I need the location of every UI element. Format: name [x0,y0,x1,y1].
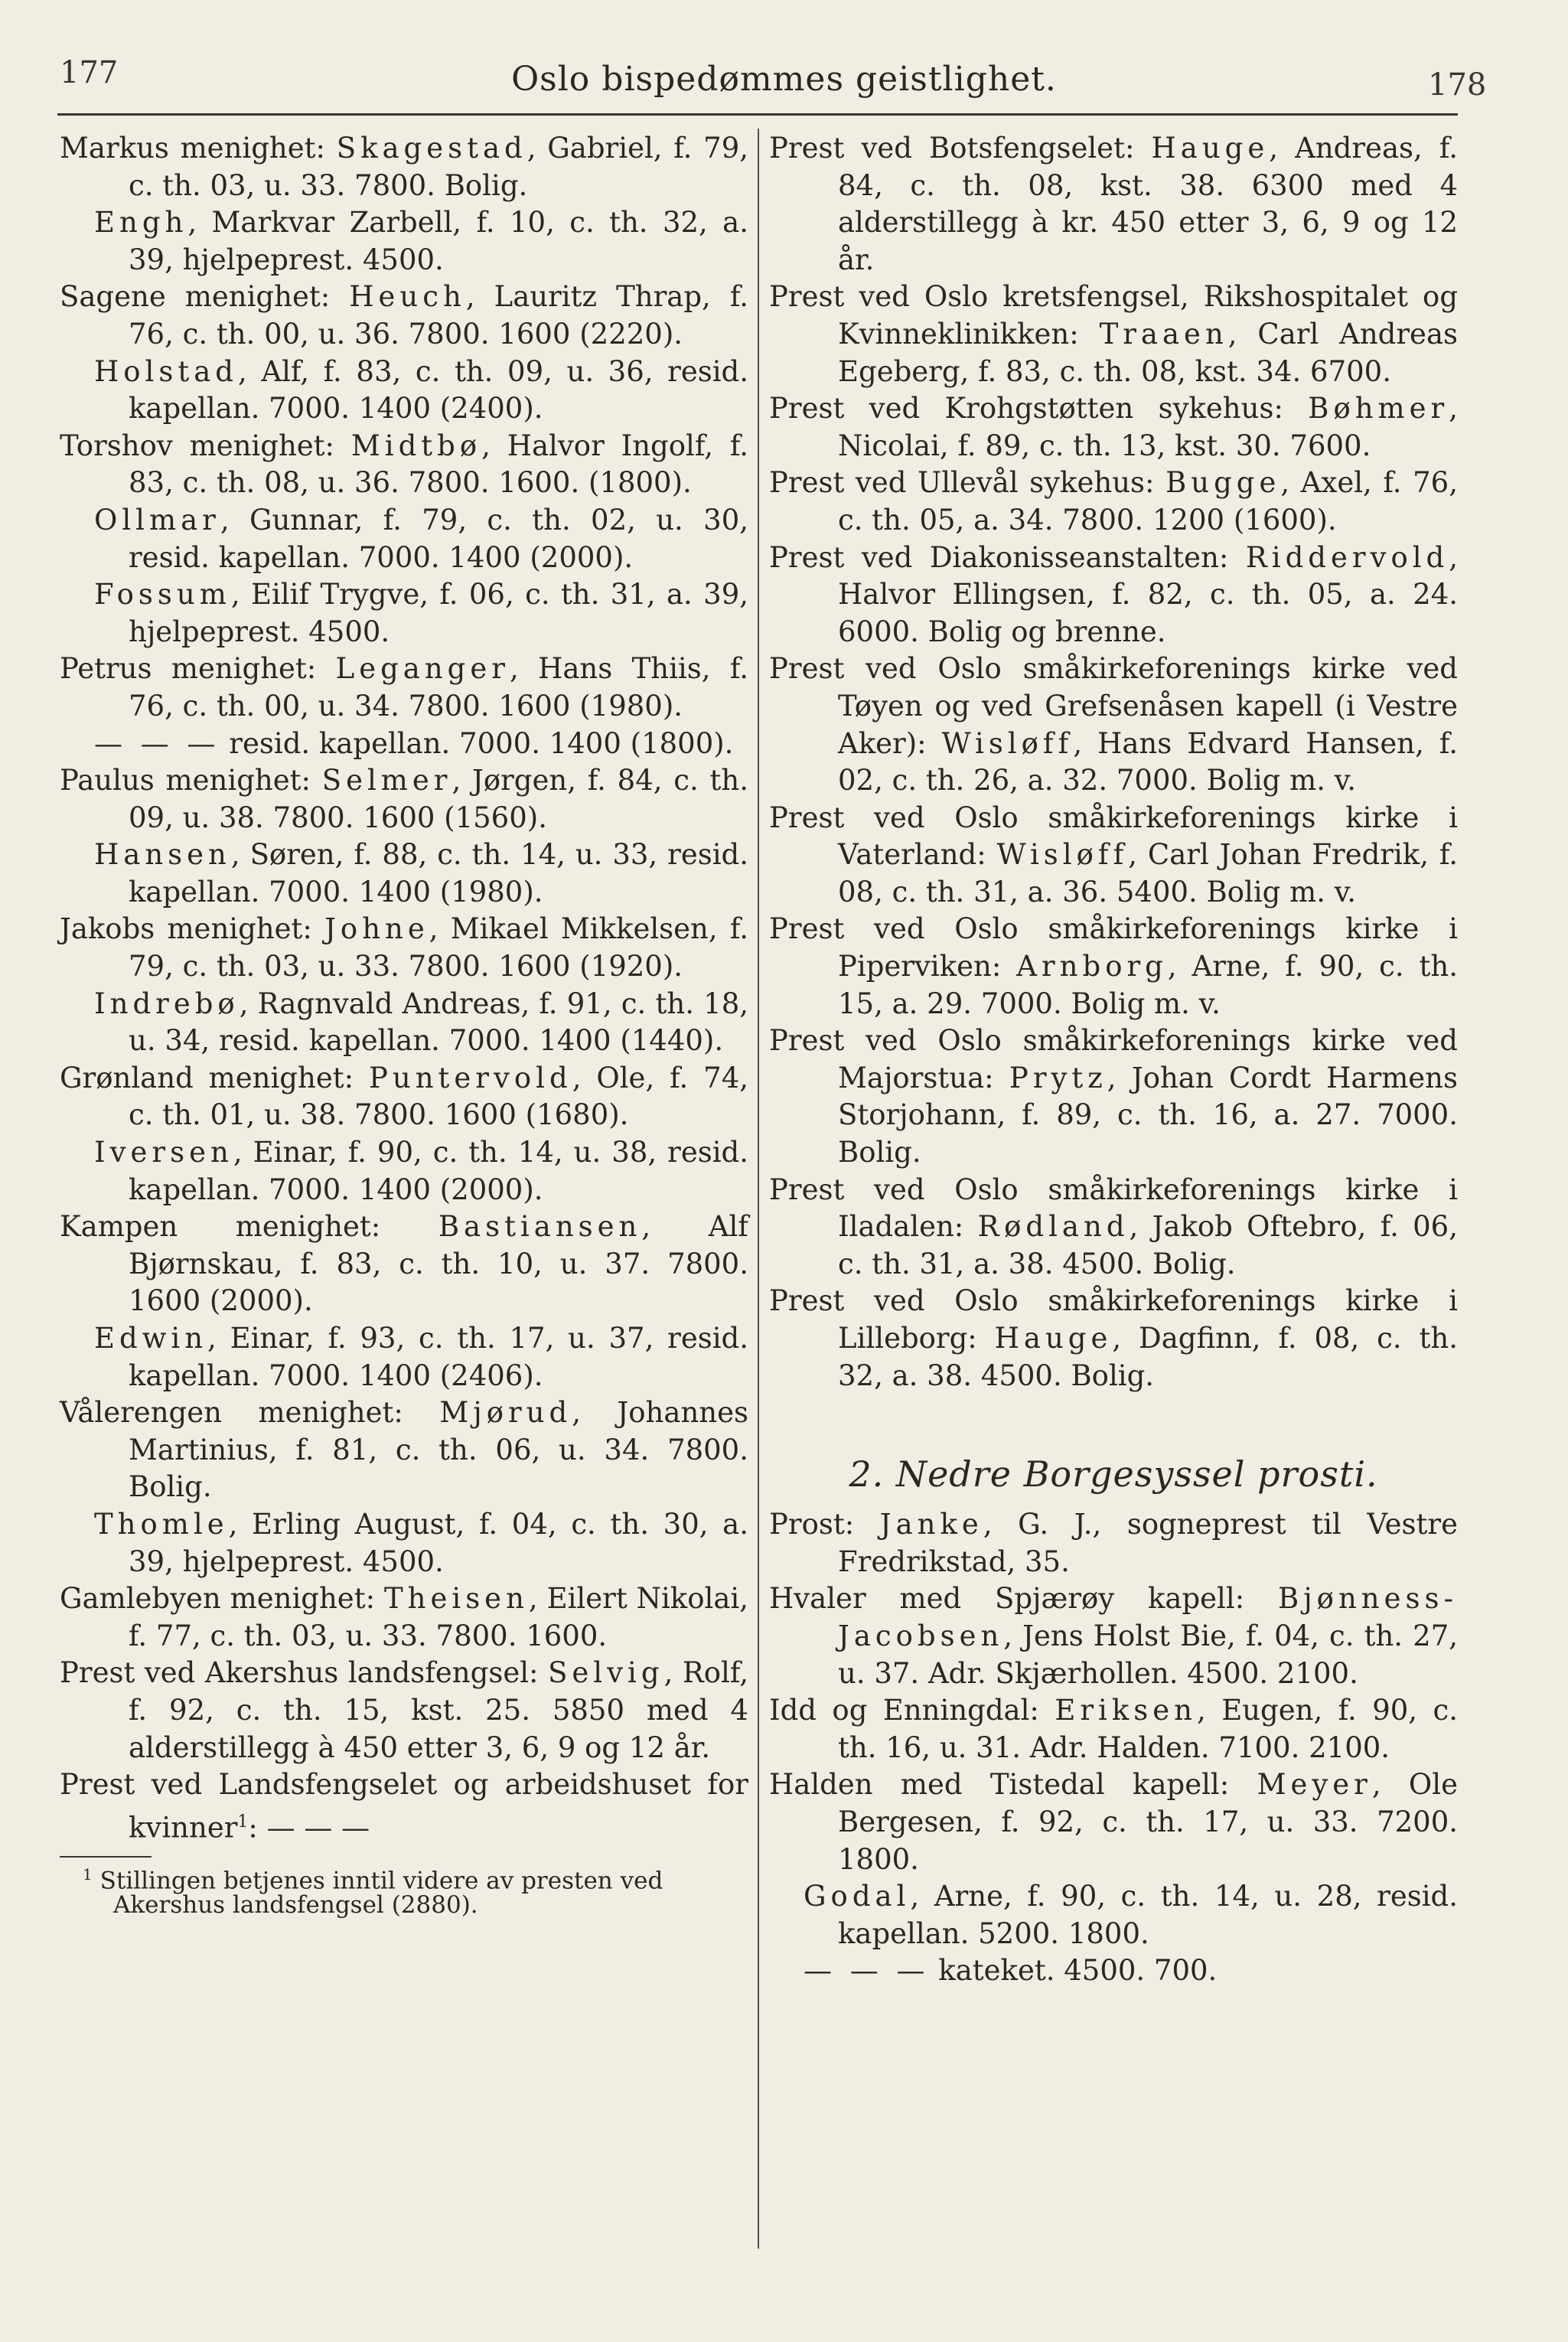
entry [769,465,1458,539]
entry [60,204,748,279]
entry-label: Prest ved Oslo kretsfengsel, Rikshospitalet og Kvinneklinikken: [769,280,1458,351]
entry [60,837,748,911]
entry [60,1209,748,1320]
entry-label: Prest ved Oslo småkirkeforenings kirke ved Tøyen og ved Grefsenåsen kapell (i Vestre Aker): [769,652,1458,760]
entry [60,986,748,1060]
entry-details: , Rolf, f. 92, c. th. 15, kst. 25. 5850 med 4 alderstillegg à 450 etter 3, 6, 9 og 12 år. [129,1656,748,1764]
column-divider [758,129,759,2249]
entry-details: , Søren, f. 88, c. th. 14, u. 33, resid. kapellan. 7000. 1400 (1980). [129,838,748,908]
entry-name: Wisløff [941,726,1074,760]
entry-name: Godal [804,1880,911,1913]
section-entries [769,1506,1458,1990]
footnote-mark: 1 [83,1864,93,1884]
entry [60,354,748,428]
entry [769,1878,1458,1952]
entry-name: Bøhmer [1308,392,1449,426]
entry [769,279,1458,390]
entry-details: , Alf Bjørnskau, f. 83, c. th. 10, u. 37. 7800. 1600 (2000). [129,1210,748,1318]
entry [60,428,748,502]
entry [60,726,748,763]
entry-details: , Halvor Ingolf, f. 83, c. th. 08, u. 36. 7800. 1600. (1800). [129,429,748,500]
entry-label: Hvaler med Spjærøy kapell: [769,1582,1279,1616]
entry [769,911,1458,1023]
entry-details: , Markvar Zarbell, f. 10, c. th. 32, a. 39, hjelpeprest. 4500. [129,206,748,276]
entry-details: , Hans Thiis, f. 76, c. th. 00, u. 34. 7800. 1600 (1980). [129,652,748,722]
entry-details: , G. J., sogneprest til Vestre Fredrikstad, 35. [838,1508,1459,1578]
entry-label: Prest ved Landsfengselet og arbeidshuset for kvinner [60,1768,748,1845]
entry-details: , Eilif Trygve, f. 06, c. th. 31, a. 39, hjelpeprest. 4500. [129,578,748,648]
entry-name: Hauge [994,1322,1113,1355]
entry-label: Grønland menighet: [60,1061,369,1094]
entry [769,1952,1458,1990]
entry-name: Theisen [383,1582,529,1616]
entry-name: Midtbø [350,429,482,462]
left-entries [60,130,748,1847]
entry-details: , Jens Holst Bie, f. 04, c. th. 27, u. 37. Adr. Skjærhollen. 4500. 2100. [838,1619,1458,1690]
entry-details: , Hans Edvard Hansen, f. 02, c. th. 26, a. 32. 7000. Bolig m. v. [838,726,1458,798]
entry-details: , Gabriel, f. 79, c. th. 03, u. 33. 7800. Bolig. [129,132,748,202]
footnote-rule [60,1856,152,1858]
footnote [60,1862,748,1917]
entry [769,390,1458,465]
entry-details: , Arne, f. 90, c. th. 15, a. 29. 7000. Bolig m. v. [838,950,1458,1020]
entry-name: Bastiansen [438,1210,642,1244]
entry-label: Prest ved Akershus landsfengsel: [60,1656,549,1690]
entry-details: , Einar, f. 93, c. th. 17, u. 37, resid. kapellan. 7000. 1400 (2406). [129,1322,748,1392]
entry-name: Arnborg [1016,950,1168,983]
entry-name: Traaen [1099,317,1228,351]
entry [60,762,748,837]
entry-details: , Carl Johan Fredrik, f. 08, c. th. 31, a. 36. 5400. Bolig m. v. [838,838,1458,908]
entry [60,651,748,725]
entry [60,1060,748,1134]
entry-name: — — — [94,726,220,760]
entry-details: , Einar, f. 90, c. th. 14, u. 38, resid. kapellan. 7000. 1400 (2000). [129,1136,748,1206]
entry-label: Paulus menighet: [60,764,322,798]
footnote-ref: 1 [237,1812,249,1832]
entry-name: Selmer [321,764,452,798]
entry [769,1023,1458,1171]
entry [60,279,748,353]
entry-details: , Nicolai, f. 89, c. th. 13, kst. 30. 7600. [838,392,1458,462]
entry-name: Leganger [335,652,510,686]
entry-label: Prest ved Oslo småkirkeforenings kirke i Vaterland: [769,801,1458,872]
entry-details: , Arne, f. 90, c. th. 14, u. 28, resid. kapellan. 5200. 1800. [838,1880,1458,1950]
entry-details: , Ole Bergesen, f. 92, c. th. 17, u. 33. 7200. 1800. [838,1768,1458,1876]
entry-label: Prest ved Botsfengselet: [769,132,1152,165]
entry-label: Jakobs menighet: [60,912,325,946]
entry-details: kateket. 4500. 700. [929,1954,1218,1988]
right-entries [769,130,1458,1394]
entry [769,1172,1458,1284]
entry [769,540,1458,651]
entry-name: Rødland [977,1210,1130,1244]
entry-name: Bjønness-Jacobsen [838,1582,1458,1652]
entry-details: , Ragnvald Andreas, f. 91, c. th. 18, u. 34, resid. kapellan. 7000. 1400 (1440). [129,987,748,1058]
entry-details: , Gunnar, f. 79, c. th. 02, u. 30, resid. kapellan. 7000. 1400 (2000). [129,503,748,574]
entry-label: Sagene menighet: [60,280,350,314]
entry-label: Idd og Enningdal: [769,1694,1055,1727]
entry-details: , Eilert Nikolai, f. 77, c. th. 03, u. 33. 7800. 1600. [129,1582,748,1652]
entry-name: Hansen [94,838,231,872]
entry [769,651,1458,799]
entry-details: , Carl Andreas Egeberg, f. 83, c. th. 08, kst. 34. 6700. [838,317,1458,388]
entry-label: Kampen menighet: [60,1210,438,1244]
entry [769,800,1458,912]
entry-name: Ollmar [94,503,220,537]
left-column [60,130,748,1917]
entry [60,911,748,985]
entry-label: Prest ved Krohgstøtten sykehus: [769,392,1309,426]
entry [769,130,1458,279]
entry [60,1506,748,1580]
entry [60,1320,748,1394]
entry-name: Skagestad [336,132,527,165]
entry-name: Wisløff [996,838,1129,872]
entry-name: Meyer [1257,1768,1372,1802]
entry-details: , Halvor Ellingsen, f. 82, c. th. 05, a. 24. 6000. Bolig og brenne. [838,540,1458,648]
entry-name: Eriksen [1055,1694,1197,1727]
entry-label: Prest ved Oslo småkirkeforenings kirke i Piperviken: [769,912,1458,983]
running-head: Oslo bispedømmes geistlighet. [511,60,1057,99]
entry [769,1506,1458,1580]
entry-details: , Ole, f. 74, c. th. 01, u. 38. 7800. 1600 (1680). [129,1061,749,1132]
entry-name: Hauge [1151,132,1270,165]
entry-name: Fossum [94,578,231,612]
entry-name: Indrebø [94,987,240,1020]
entry-details: , Erling August, f. 04, c. th. 30, a. 39, hjelpeprest. 4500. [129,1507,748,1578]
entry-name: Edwin [94,1322,208,1355]
entry-name: Bugge [1165,466,1281,500]
entry [60,1134,748,1209]
entry [60,1766,748,1847]
entry-name: Mjørud [439,1396,572,1430]
entry [769,1580,1458,1692]
entry-label: Markus menighet: [60,132,337,165]
entry-name: Thomle [94,1507,229,1541]
entry-details: , Eugen, f. 90, c. th. 16, u. 31. Adr. Halden. 7100. 2100. [838,1694,1458,1764]
entry-name: Riddervold [1245,540,1449,574]
section-heading: 2. Nedre Borgesyssel prosti. [849,1453,1378,1496]
entry-label: Prest ved Oslo småkirkeforenings kirke ved Majorstua: [769,1024,1458,1094]
entry-name: Iversen [94,1136,233,1169]
entry-label: Prest ved Oslo småkirkeforenings kirke i Lilleborg: [769,1284,1458,1355]
entry [60,1580,748,1655]
entry-label: Vålerengen menighet: [60,1396,440,1430]
entry-label: Prest ved Diakonisseanstalten: [769,540,1246,574]
header-rule [57,113,1458,116]
entry-name: Prytz [1009,1061,1107,1094]
entry-label: Halden med Tistedal kapell: [769,1768,1257,1802]
entry [769,1766,1458,1878]
entry-details: , Jørgen, f. 84, c. th. 09, u. 38. 7800. 1600 (1560). [129,764,748,834]
entry-label: Gamlebyen menighet: [60,1582,384,1616]
entry [60,1394,748,1506]
entry-details: , Andreas, f. 84, c. th. 08, kst. 38. 6300 med 4 alderstillegg à kr. 450 etter 3, 6, 9 og 12 år. [838,132,1458,276]
entry-details: resid. kapellan. 7000. 1400 (1800). [220,726,734,760]
entry-details: , Alf, f. 83, c. th. 09, u. 36, resid. kapellan. 7000. 1400 (2400). [129,354,748,426]
entry-name: Engh [94,206,188,240]
entry [60,502,748,576]
entry-details: , Johan Cordt Harmens Storjohann, f. 89, c. th. 16, a. 27. 7000. Bolig. [838,1061,1458,1169]
entry-label: Petrus menighet: [60,652,336,686]
entry-details: , Lauritz Thrap, f. 76, c. th. 00, u. 36. 7800. 1600 (2220). [129,280,748,351]
entry-label: Prost: [769,1508,880,1541]
entry-details: , Axel, f. 76, c. th. 05, a. 34. 7800. 1200 (1600). [838,466,1458,537]
page-number-right: 178 [1428,67,1487,103]
entry-details: , Jakob Oftebro, f. 06, c. th. 31, a. 38. 4500. Bolig. [838,1210,1458,1280]
entry [769,1283,1458,1394]
entry-label: Prest ved Oslo småkirkeforenings kirke i Iladalen: [769,1173,1458,1244]
entry [60,130,748,204]
entry-name: Johne [324,912,429,946]
entry-label: Torshov menighet: [60,429,351,462]
entry-details: , Johannes Martinius, f. 81, c. th. 06, u. 34. 7800. Bolig. [129,1396,748,1504]
footnote-text: Stillingen betjenes inntil videre av presten ved Akershus landsfengsel (2880). [99,1866,663,1919]
page-number-left: 177 [60,55,119,90]
entry-name: — — — [804,1954,930,1988]
entry-label: Prest ved Ullevål sykehus: [769,466,1166,500]
entry-name: Puntervold [368,1061,572,1094]
entry [60,1655,748,1766]
right-column [769,130,1458,1990]
entry-details: : — — — [248,1811,370,1845]
entry [60,576,748,651]
entry-name: Janke [879,1508,983,1541]
entry [769,1692,1458,1766]
entry-details: , Mikael Mikkelsen, f. 79, c. th. 03, u. 33. 7800. 1600 (1920). [129,912,748,983]
entry-name: Heuch [349,280,466,314]
entry-name: Holstad [94,354,238,388]
entry-details: , Dagfinn, f. 08, c. th. 32, a. 38. 4500. Bolig. [838,1322,1459,1392]
entry-name: Selvig [548,1656,664,1690]
